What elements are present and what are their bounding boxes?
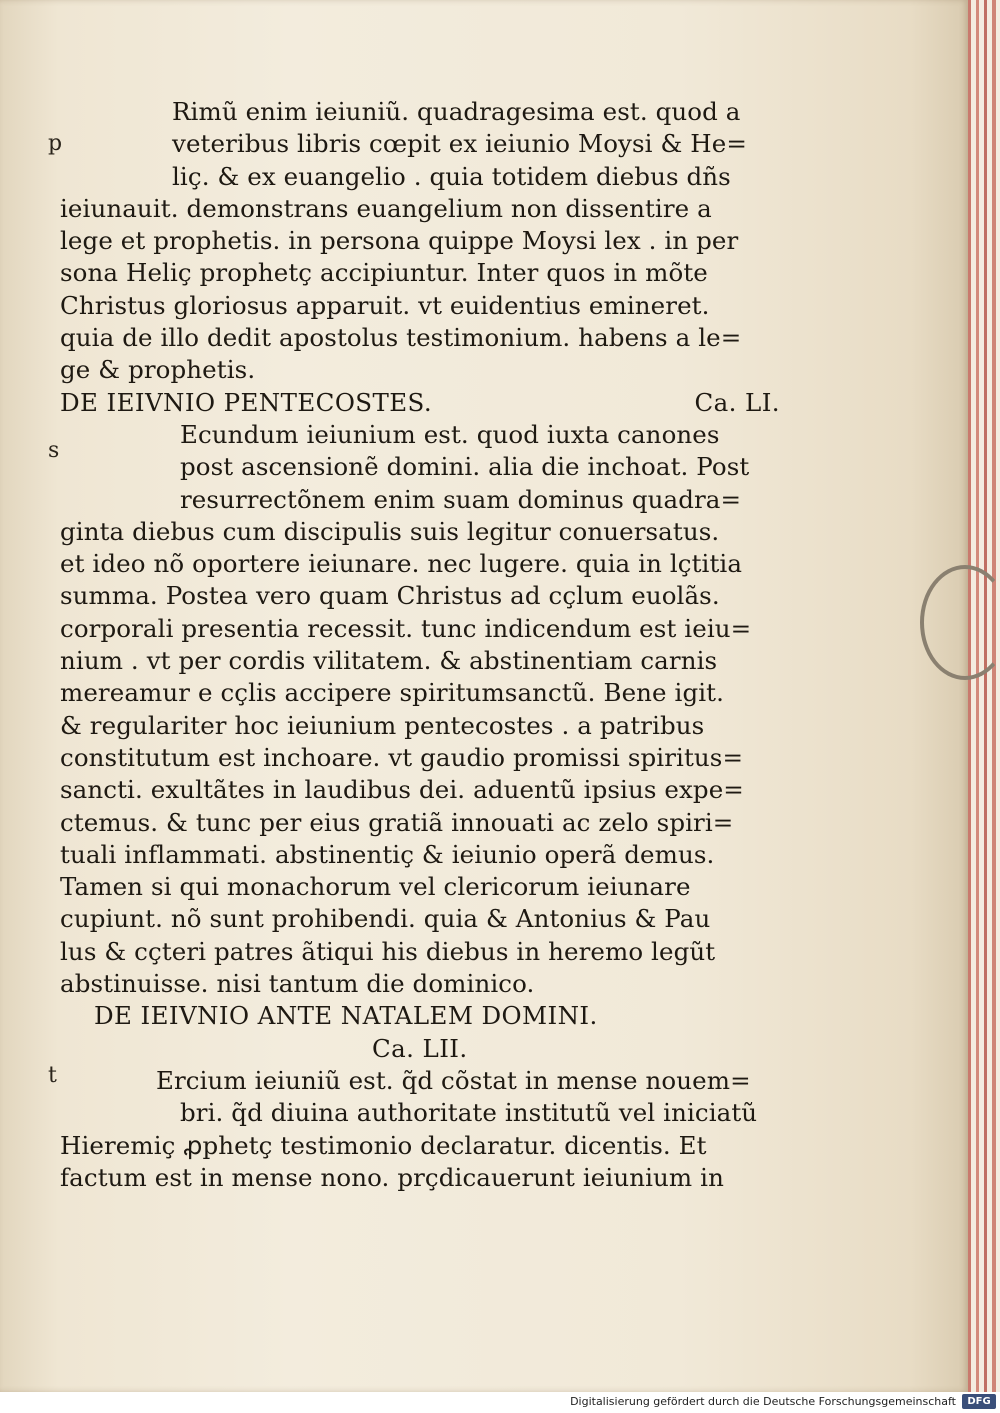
line-text: Rimũ enim ieiuniũ. quadragesima est. quod a bbox=[172, 97, 741, 126]
text-line bbox=[60, 1130, 780, 1162]
line-text: veteribus libris cœpit ex ieiunio Moysi & He= bbox=[172, 129, 747, 159]
chapter-heading-line bbox=[60, 1000, 780, 1032]
line-text: mereamur e cçlis accipere spiritumsanctũ. Bene igit. bbox=[60, 678, 725, 708]
text-line bbox=[60, 839, 780, 871]
text-line bbox=[60, 1162, 780, 1194]
line-text: & regulariter hoc ieiunium pentecostes . a patribus bbox=[60, 710, 705, 740]
line-text: corporali presentia recessit. tunc indicendum est ieiu= bbox=[60, 613, 752, 643]
text-line bbox=[60, 710, 780, 742]
footer-credit: Digitalisierung gefördert durch die Deutsche Forschungsgemeinschaft bbox=[570, 1395, 956, 1408]
line-text: quia de illo dedit apostolus testimonium. habens a le= bbox=[60, 323, 742, 353]
text-line bbox=[60, 451, 780, 483]
line-text: factum est in mense nono. prçdicauerunt ieiunium in bbox=[60, 1162, 724, 1192]
text-line bbox=[60, 96, 780, 128]
line-text: ginta diebus cum discipulis suis legitur conuersatus. bbox=[60, 516, 720, 546]
line-text: Hieremiç ꝓphetç testimonio declaratur. dicentis. Et bbox=[60, 1130, 707, 1160]
line-text: bri. q̃d diuina authoritate institutũ vel iniciatũ bbox=[180, 1098, 758, 1128]
chapter-number: Ca. LI. bbox=[694, 387, 780, 417]
text-line bbox=[60, 128, 780, 160]
line-text: nium . vt per cordis vilitatem. & abstinentiam carnis bbox=[60, 646, 718, 676]
text-line bbox=[60, 257, 780, 289]
line-text: ieiunauit. demonstrans euangelium non dissentire a bbox=[60, 193, 712, 223]
text-line bbox=[60, 645, 780, 677]
chapter-heading-line bbox=[60, 1033, 780, 1065]
text-line bbox=[60, 548, 780, 580]
text-line bbox=[60, 484, 780, 516]
text-line bbox=[60, 1097, 780, 1129]
dfg-logo: DFG bbox=[962, 1394, 996, 1409]
guide-letter: p bbox=[48, 131, 63, 156]
page-tab-curve bbox=[920, 565, 1000, 680]
line-text: ctemus. & tunc per eius gratiã innouati ac zelo spiri= bbox=[60, 807, 734, 837]
line-text: sona Heliç prophetç accipiuntur. Inter quos in mõte bbox=[60, 258, 708, 288]
text-line bbox=[60, 290, 780, 322]
line-text: Ca. LII. bbox=[372, 1033, 468, 1063]
line-text: resurrectõnem enim suam dominus quadra= bbox=[180, 484, 742, 514]
page-edge bbox=[968, 0, 971, 1392]
line-text: ge & prophetis. bbox=[60, 355, 256, 385]
body-text bbox=[60, 96, 780, 1194]
text-line bbox=[60, 354, 780, 386]
text-line bbox=[60, 1065, 780, 1097]
line-text: lus & cçteri patres ãtiqui his diebus in heremo legũt bbox=[60, 936, 716, 966]
text-line bbox=[60, 903, 780, 935]
line-text: Ecundum ieiunium est. quod iuxta canones bbox=[180, 419, 720, 449]
line-text: abstinuisse. nisi tantum die dominico. bbox=[60, 969, 535, 999]
line-text: tuali inflammati. abstinentiç & ieiunio operã demus. bbox=[60, 839, 715, 869]
text-line bbox=[60, 161, 780, 193]
line-text: summa. Postea vero quam Christus ad cçlum euolãs. bbox=[60, 581, 720, 611]
line-text: DE IEIVNIO PENTECOSTES. bbox=[60, 387, 433, 417]
text-line bbox=[60, 871, 780, 903]
line-text: cupiunt. nõ sunt prohibendi. quia & Antonius & Pau bbox=[60, 904, 711, 934]
line-text: et ideo nõ oportere ieiunare. nec lugere. quia in lçtitia bbox=[60, 549, 743, 579]
page-edge bbox=[984, 0, 987, 1392]
chapter-heading-line bbox=[60, 387, 780, 419]
line-text: post ascensionẽ domini. alia die inchoat. Post bbox=[180, 452, 750, 482]
text-line bbox=[60, 225, 780, 257]
text-line bbox=[60, 516, 780, 548]
text-line bbox=[60, 193, 780, 225]
text-line bbox=[60, 322, 780, 354]
text-line bbox=[60, 419, 780, 451]
line-text: liç. & ex euangelio . quia totidem diebus dñs bbox=[172, 161, 731, 191]
text-line bbox=[60, 613, 780, 645]
text-line bbox=[60, 742, 780, 774]
line-text: Christus gloriosus apparuit. vt euidentius emineret. bbox=[60, 290, 710, 320]
text-line bbox=[60, 580, 780, 612]
guide-letter: s bbox=[48, 438, 60, 463]
line-text: Ercium ieiuniũ est. q̃d cõstat in mense nouem= bbox=[156, 1065, 751, 1095]
text-line bbox=[60, 774, 780, 806]
text-line bbox=[60, 677, 780, 709]
line-text: Tamen si qui monachorum vel clericorum ieiunare bbox=[60, 872, 691, 902]
text-line bbox=[60, 968, 780, 1000]
text-line bbox=[60, 807, 780, 839]
line-text: constitutum est inchoare. vt gaudio promissi spiritus= bbox=[60, 742, 744, 772]
page-edge bbox=[992, 0, 996, 1392]
line-text: lege et prophetis. in persona quippe Moysi lex . in per bbox=[60, 226, 739, 256]
footer-bar bbox=[0, 1392, 1000, 1413]
text-line bbox=[60, 936, 780, 968]
page-edge bbox=[976, 0, 979, 1392]
guide-letter: t bbox=[48, 1063, 57, 1088]
line-text: sancti. exultãtes in laudibus dei. aduentũ ipsius expe= bbox=[60, 775, 744, 805]
line-text: DE IEIVNIO ANTE NATALEM DOMINI. bbox=[94, 1001, 598, 1031]
